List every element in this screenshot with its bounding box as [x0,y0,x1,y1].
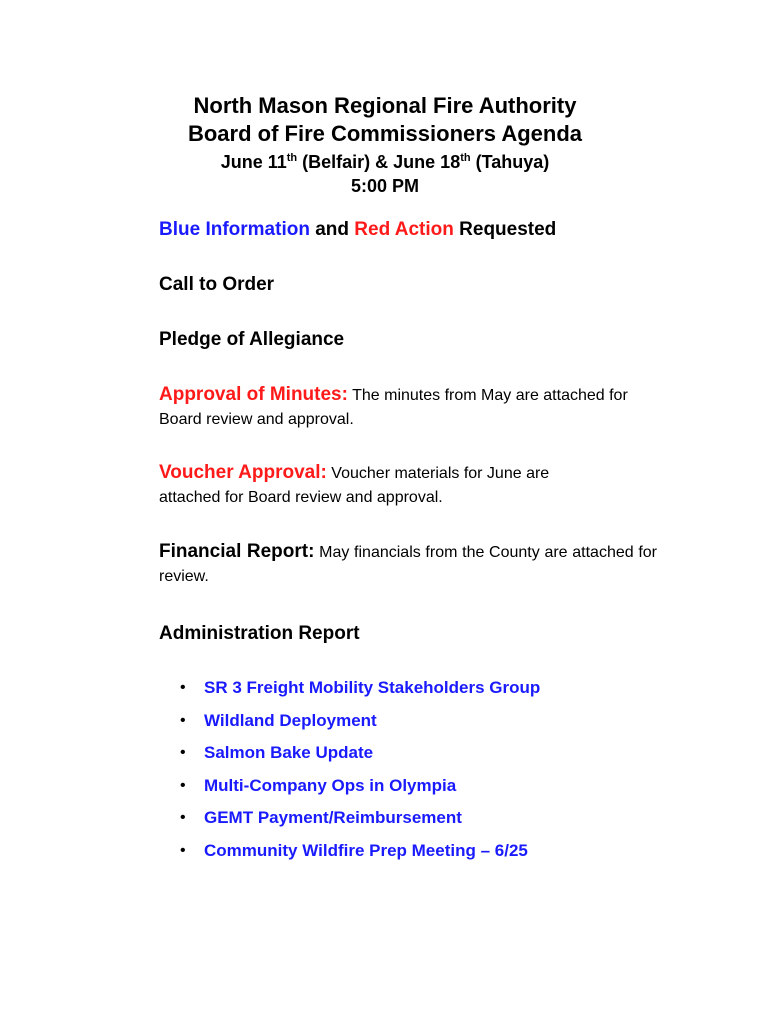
bullet-icon: • [180,809,186,827]
admin-report-item [180,806,540,839]
legend-information: Blue Information [159,219,310,240]
color-legend [159,218,657,242]
admin-report-item-label: Salmon Bake Update [204,743,374,763]
agenda-title: Board of Fire Commissioners Agenda [187,121,583,146]
agenda-header [0,92,770,198]
admin-report-item-label: GEMT Payment/Reimbursement [204,808,462,828]
call-to-order-heading: Call to Order [159,274,275,295]
admin-report-item [180,709,540,742]
admin-report-item-label: Wildland Deployment [204,710,377,730]
financial-text: May financials from the County are attached for review. [159,544,658,585]
financial-label: Financial Report: [159,541,315,562]
admin-report-item-label: Multi-Company Ops in Olympia [204,775,457,795]
meeting-time: 5:00 PM [350,176,420,196]
voucher-text: Voucher materials for June are attached for Board review and approval. [159,465,550,506]
financial-report [159,540,657,589]
administration-report-heading: Administration Report [159,623,360,644]
admin-report-item [180,676,540,709]
meeting-dates [0,150,770,174]
approval-of-minutes [159,383,649,432]
date-suffix-2: th [460,152,471,164]
pledge-heading: Pledge of Allegiance [159,329,345,350]
admin-report-item [180,741,540,774]
bullet-icon: • [180,744,186,762]
legend-action: Red Action [354,219,454,240]
admin-report-item [180,774,540,807]
date-part-2: (Belfair) & June 18 [297,152,461,172]
admin-report-item-label: SR 3 Freight Mobility Stakeholders Group [204,678,541,697]
minutes-text: The minutes from May are attached for Board review and approval. [159,387,628,428]
legend-requested: Requested [453,219,557,240]
admin-report-item-label: Community Wildfire Prep Meeting – 6/25 [204,840,528,860]
organization-title: North Mason Regional Fire Authority [193,93,577,118]
bullet-icon: • [180,711,186,729]
date-suffix-1: th [286,152,298,164]
date-part-3: (Tahuya) [470,152,550,172]
date-part-1: June 11 [220,152,287,172]
voucher-label: Voucher Approval: [159,462,327,483]
minutes-label: Approval of Minutes: [159,384,348,405]
bullet-icon: • [180,679,186,696]
voucher-approval [159,461,599,510]
bullet-icon: • [180,841,186,859]
administration-report-list [180,676,540,872]
bullet-icon: • [180,776,186,794]
admin-report-item [180,839,540,872]
legend-and: and [309,219,355,240]
